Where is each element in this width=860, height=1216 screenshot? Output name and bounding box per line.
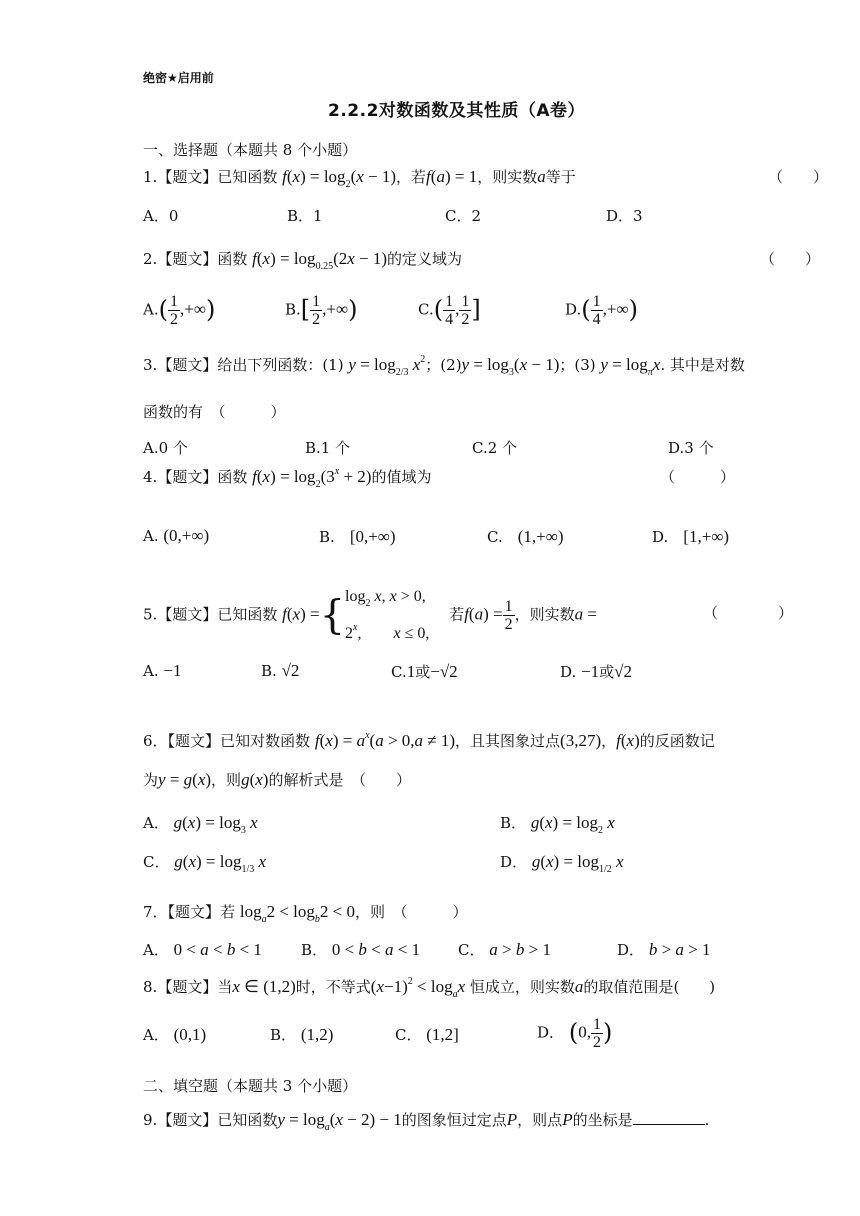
formula: $f(x) = \log_{0.25}(2x - 1)$: [252, 249, 388, 272]
question-number: 8.: [143, 978, 158, 996]
question-tag: 【题文】: [157, 356, 218, 374]
option-b: B．1: [287, 207, 323, 225]
option-d: D. [1,+∞): [652, 527, 730, 546]
question-number: 2.: [143, 250, 158, 268]
option-d: D.3 个: [668, 439, 714, 457]
question-tag: 【题文】: [157, 605, 218, 624]
question-tag: 【题文】: [157, 250, 218, 268]
question-1: 1.【题文】已知函数 $f(x) = \log_2(x - 1)$，若f(a) = 1，则实数a等于: [143, 167, 576, 190]
question-number: 7．: [143, 903, 168, 921]
option-d: D． $g(x) = \log_{1/2} x$: [500, 852, 624, 875]
answer-paren: （ ）: [703, 604, 794, 622]
option-c: C．2: [445, 207, 482, 225]
section-heading-choice: 一、选择题（本题共 8 个小题）: [143, 141, 358, 159]
question-tag: 【题文】: [167, 903, 221, 921]
option-d: D. −1或√2: [560, 662, 632, 681]
option-b: B． (1,2): [270, 1025, 334, 1044]
question-7: 7．【题文】若 $\log_a2 < \log_b2 < 0$，则 （ ）: [143, 902, 468, 925]
question-tag: 【题文】: [157, 978, 218, 996]
option-c: C.2 个: [472, 439, 518, 457]
question-tag: 【题文】: [157, 1111, 218, 1129]
question-tag: 【题文】: [157, 168, 218, 186]
option-c: C． $g(x) = \log_{1/3} x$: [143, 852, 267, 875]
option-d: D．3: [606, 207, 643, 225]
option-b: B. [0,+∞): [319, 527, 396, 546]
option-c: C.1或−√2: [391, 662, 458, 681]
option-d: D． b > a > 1: [617, 940, 711, 959]
question-2: 2.【题文】函数 $f(x) = \log_{0.25}(2x - 1)$的定义域为: [143, 249, 463, 272]
page-title: 2.2.2对数函数及其性质（A卷）: [328, 101, 586, 121]
answer-blank[interactable]: [633, 1110, 705, 1125]
option-a: A. −1: [143, 661, 182, 680]
confidential-mark: 绝密★启用前: [143, 71, 214, 85]
question-number: 4.: [143, 468, 158, 486]
option-b: B.1 个: [305, 439, 351, 457]
question-3-cont: 函数的有 （ ）: [143, 403, 286, 421]
option-d: D.( $\frac{1}{4}$ ,+∞): [565, 293, 638, 328]
question-number: 3.: [143, 356, 158, 374]
answer-paren: （ ）: [660, 468, 736, 486]
question-tag: 【题文】: [167, 732, 221, 750]
option-a: A．0: [143, 207, 179, 225]
question-8: 8.【题文】当x ∈ (1,2)时，不等式$(x-1)^2 < \log_ax$ 恒成立，则实数a的取值范围是( ): [143, 976, 716, 1000]
answer-paren: （ ）: [760, 250, 821, 268]
option-c: C. (1,+∞): [487, 527, 564, 546]
question-tag: 【题文】: [157, 468, 218, 486]
question-number: 1.: [143, 168, 158, 186]
option-a: A． 0 < a < b < 1: [143, 940, 262, 959]
option-a: A.( $\frac{1}{2}$ ,+∞): [143, 293, 216, 328]
question-9: 9.【题文】已知函数$y = \log_a(x - 2) - 1$的图象恒过定点P，则点P的坐标是 .: [143, 1110, 710, 1133]
option-a: A． $g(x) = \log_3 x$: [143, 813, 258, 836]
question-5: 5.【题文】已知函数 f(x) ={ $\log_2 x$, x > 0, 2$^x$, x ≤ 0, 若f(a) = $\frac{1}{2}$ ，则实数a =: [143, 588, 597, 642]
question-6-cont: 为y = g(x)，则g(x)的解析式是 （ ）: [143, 770, 411, 789]
answer-paren: （ ）: [768, 168, 829, 186]
option-b: B． $g(x) = \log_2 x$: [500, 813, 615, 836]
option-d: D． (0, $\frac{1}{2}$ ): [537, 1016, 613, 1051]
option-a: A． (0,1): [143, 1025, 207, 1044]
option-c: C． (1,2]: [395, 1025, 459, 1044]
option-b: B． 0 < b < a < 1: [301, 940, 421, 959]
question-3: 3.【题文】给出下列函数：(1) $y = \log_{2/3} x^2$；$(2)y = \log_3(x - 1)$；(3) $y = \log_\pi x$. 其中是对数: [143, 354, 745, 378]
question-number: 9.: [143, 1111, 158, 1129]
option-c: C． a > b > 1: [458, 940, 551, 959]
question-number: 5.: [143, 605, 158, 624]
option-a: A.0 个: [143, 439, 188, 457]
option-b: B.[ $\frac{1}{2}$ ,+∞): [285, 293, 358, 328]
question-4: 4.【题文】函数 $f(x) = \log_2(3^x + 2)$的值域为: [143, 466, 432, 490]
question-6: 6．【题文】已知对数函数 $f(x) = a^x(a > 0,a \ne 1)$，且其图象过点(3,27)，f(x)的反函数记: [143, 730, 715, 750]
formula: $f(x) = \log_2(x - 1)$: [282, 167, 397, 190]
question-number: 6．: [143, 732, 168, 750]
option-c: C.( $\frac{1}{4}$ , $\frac{1}{2}$ ]: [418, 293, 481, 328]
option-a: A. (0,+∞): [143, 526, 210, 545]
option-b: B. √2: [261, 661, 300, 680]
section-heading-fill: 二、填空题（本题共 3 个小题）: [143, 1077, 358, 1095]
